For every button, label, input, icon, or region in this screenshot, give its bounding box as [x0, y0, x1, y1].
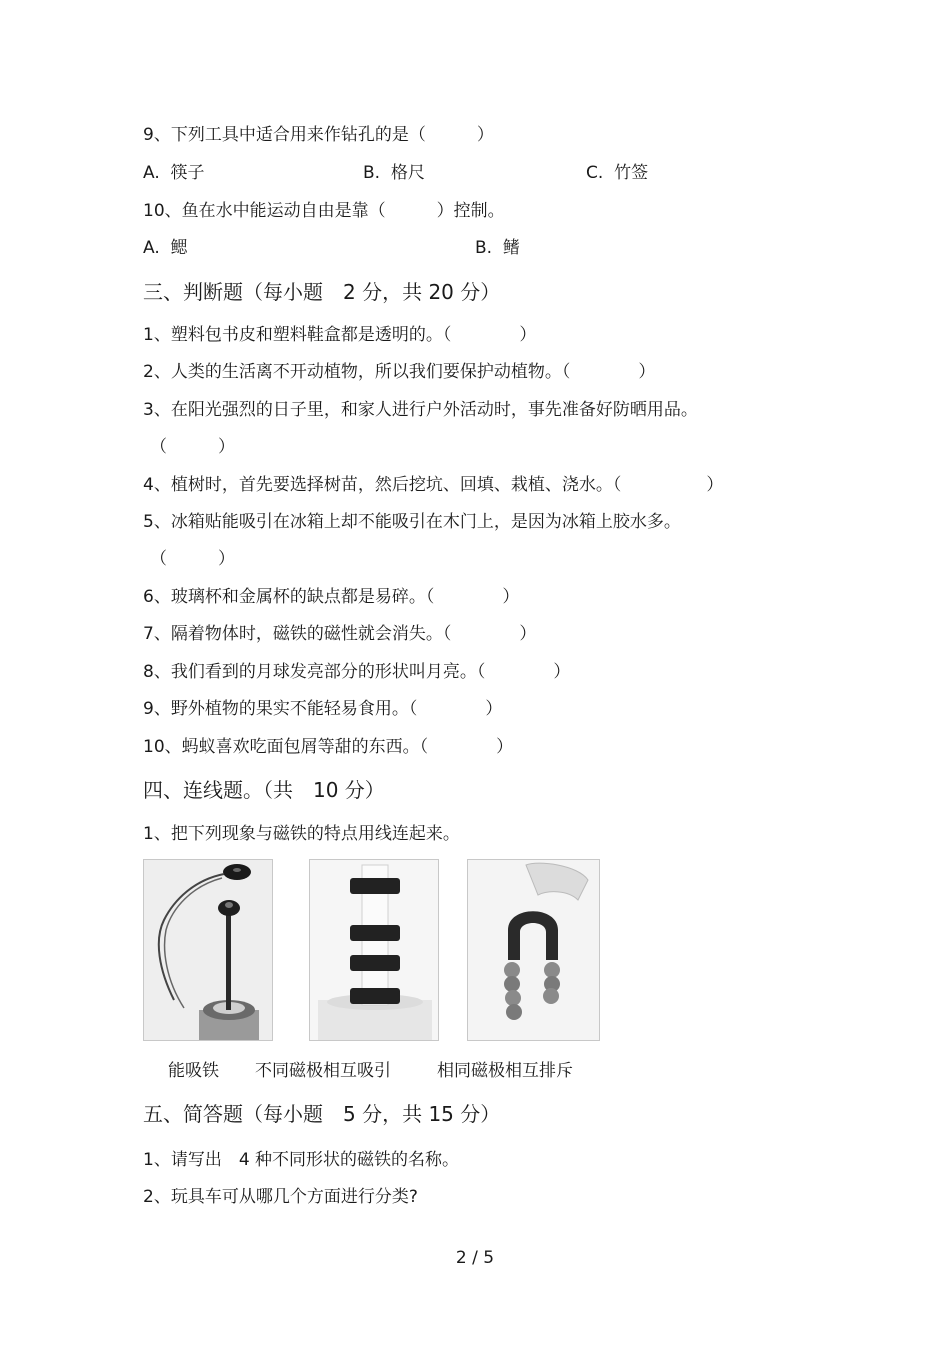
question-9-option-a: A. 筷子	[143, 163, 205, 183]
judge-item-1: 1、塑料包书皮和塑料鞋盒都是透明的。（ ）	[143, 325, 537, 345]
caption-unlike-poles-attract: 不同磁极相互吸引	[255, 1061, 391, 1081]
question-10-option-b: B. 鳍	[475, 238, 520, 258]
question-10-option-a: A. 鳃	[143, 238, 188, 258]
section-4-title: 四、连线题。（共 10 分）	[143, 778, 385, 802]
question-9-option-b: B. 格尺	[363, 163, 425, 183]
judge-item-7: 7、隔着物体时，磁铁的磁性就会消失。（ ）	[143, 624, 537, 644]
question-10-stem: 10、鱼在水中能运动自由是靠（ ）控制。	[143, 201, 505, 221]
section-5-title: 五、简答题（每小题 5 分，共 15 分）	[143, 1102, 501, 1126]
judge-item-6: 6、玻璃杯和金属杯的缺点都是易碎。（ ）	[143, 587, 520, 607]
judge-item-2: 2、人类的生活离不开动植物，所以我们要保护动植物。（ ）	[143, 362, 656, 382]
caption-like-poles-repel: 相同磁极相互排斥	[437, 1061, 573, 1081]
photo-ring-magnets	[309, 859, 439, 1041]
short-answer-question-1: 1、请写出 4 种不同形状的磁铁的名称。	[143, 1150, 460, 1170]
judge-item-4: 4、植树时，首先要选择树苗，然后挖坑、回填、栽植、浇水。（ ）	[143, 475, 724, 495]
judge-item-5: 5、冰箱贴能吸引在冰箱上却不能吸引在木门上，是因为冰箱上胶水多。	[143, 512, 681, 532]
question-9-option-c: C. 竹签	[586, 163, 649, 183]
judge-item-3: 3、在阳光强烈的日子里，和家人进行户外活动时，事先准备好防晒用品。	[143, 400, 698, 420]
short-answer-question-2: 2、玩具车可从哪几个方面进行分类?	[143, 1187, 418, 1207]
matching-question-1: 1、把下列现象与磁铁的特点用线连起来。	[143, 824, 460, 844]
photo-horseshoe-magnet	[467, 859, 600, 1041]
judge-item-3-blank: （ ）	[150, 437, 235, 457]
page-number: 2 / 5	[455, 1248, 495, 1268]
photo-magnet-stand	[143, 859, 273, 1041]
caption-attracts-iron: 能吸铁	[168, 1061, 219, 1081]
question-9-stem: 9、下列工具中适合用来作钻孔的是（ ）	[143, 125, 494, 145]
section-3-title: 三、判断题（每小题 2 分，共 20 分）	[143, 280, 501, 304]
judge-item-8: 8、我们看到的月球发亮部分的形状叫月亮。（ ）	[143, 662, 571, 682]
judge-item-10: 10、蚂蚁喜欢吃面包屑等甜的东西。（ ）	[143, 737, 514, 757]
judge-item-9: 9、野外植物的果实不能轻易食用。（ ）	[143, 699, 503, 719]
judge-item-5-blank: （ ）	[150, 549, 235, 569]
